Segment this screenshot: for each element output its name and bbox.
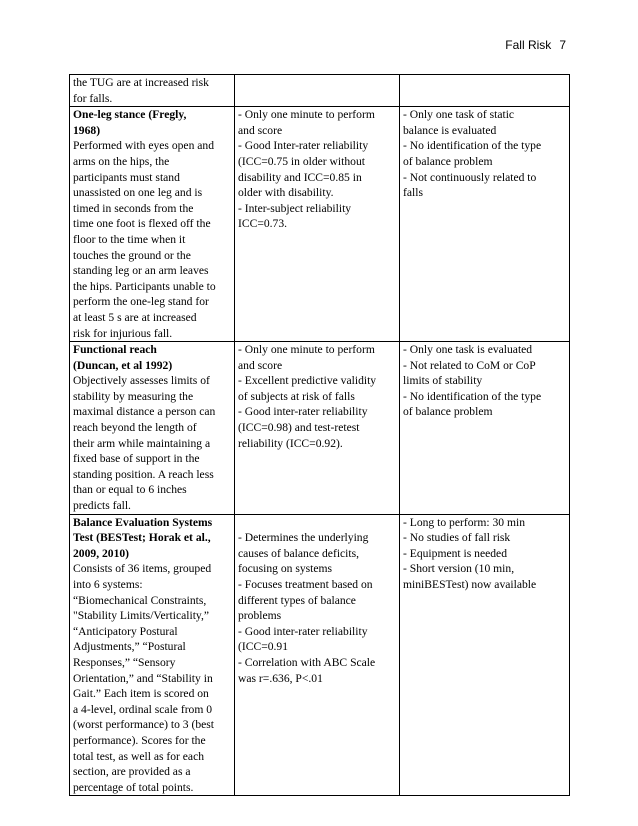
cell-text-line: - Determines the underlying: [238, 531, 369, 545]
cell-text-line: their arm while maintaining a: [73, 436, 211, 450]
running-title: Fall Risk: [505, 38, 552, 52]
page-header: [505, 38, 566, 52]
cell-text-line: predicts fall.: [73, 499, 131, 513]
limitations-cell: [400, 514, 570, 796]
cell-text-line: Gait.” Each item is scored on: [73, 687, 209, 701]
cell-text-line: time one foot is flexed off the: [73, 217, 211, 231]
cell-text-line: ICC=0.73.: [238, 217, 288, 231]
cell-text-line: was r=.636, P<.01: [238, 671, 323, 685]
test-name-line: 1968): [73, 123, 101, 137]
cell-text-line: reliability (ICC=0.92).: [238, 436, 343, 450]
cell-text-line: - Short version (10 min,: [403, 562, 515, 576]
cell-text-line: problems: [238, 609, 282, 623]
cell-text-line: of balance problem: [403, 154, 493, 168]
page-number: 7: [559, 38, 566, 52]
cell-text-line: - Only one task is evaluated: [403, 343, 533, 357]
test-name-line: One-leg stance (Fregly,: [73, 108, 187, 122]
cell-text-line: - Good Inter-rater reliability: [238, 139, 369, 153]
cell-text-line: limits of stability: [403, 374, 483, 388]
cell-text-line: falls: [403, 186, 423, 200]
limitations-cell: [400, 75, 570, 107]
cell-text-line: stability by measuring the: [73, 389, 194, 403]
blank-line: [238, 515, 396, 531]
cell-text-line: at least 5 s are at increased: [73, 310, 197, 324]
cell-text-line: "Stability Limits/Verticality,”: [73, 609, 209, 623]
test-description-cell: [70, 514, 235, 796]
cell-text-line: total test, as well as for each: [73, 749, 205, 763]
cell-text-line: balance is evaluated: [403, 123, 497, 137]
test-name-line: Functional reach: [73, 343, 157, 357]
cell-text-line: (ICC=0.75 in older without: [238, 154, 365, 168]
limitations-cell: [400, 107, 570, 342]
cell-text-line: and score: [238, 123, 283, 137]
cell-text-line: - Equipment is needed: [403, 546, 507, 560]
cell-text-line: risk for injurious fall.: [73, 326, 173, 340]
cell-text-line: standing position. A reach less: [73, 467, 214, 481]
cell-text-line: - Only one task of static: [403, 108, 515, 122]
cell-text-line: - Not continuously related to: [403, 170, 537, 184]
strengths-cell: [235, 107, 400, 342]
cell-text-line: miniBESTest) now available: [403, 578, 537, 591]
test-name-line: Test (BESTest; Horak et al.,: [73, 531, 211, 545]
cell-text-line: - Long to perform: 30 min: [403, 515, 526, 529]
cell-text-line: Responses,” “Sensory: [73, 655, 176, 669]
test-name-line: Balance Evaluation Systems: [73, 515, 213, 529]
cell-text-line: section, are provided as a: [73, 765, 191, 779]
cell-text-line: for falls.: [73, 91, 113, 105]
cell-text-line: - Not related to CoM or CoP: [403, 358, 536, 372]
cell-text-line: - Correlation with ABC Scale: [238, 655, 376, 669]
strengths-cell: [235, 342, 400, 515]
cell-text-line: standing leg or an arm leaves: [73, 264, 209, 278]
table-row: [70, 514, 570, 796]
cell-text-line: participants must stand: [73, 170, 180, 184]
cell-text-line: arms on the hips, the: [73, 154, 170, 168]
cell-text-line: - No studies of fall risk: [403, 531, 511, 545]
cell-text-line: Adjustments,” “Postural: [73, 640, 186, 654]
cell-text-line: timed in seconds from the: [73, 201, 194, 215]
test-name-line: 2009, 2010): [73, 546, 130, 560]
cell-text-line: - Good inter-rater reliability: [238, 405, 368, 419]
cell-text-line: - Focuses treatment based on: [238, 578, 373, 591]
cell-text-line: into 6 systems:: [73, 578, 143, 591]
cell-text-line: - Excellent predictive validity: [238, 374, 377, 388]
cell-text-line: the hips. Participants unable to: [73, 279, 216, 293]
cell-text-line: causes of balance deficits,: [238, 546, 360, 560]
cell-text-line: Consists of 36 items, grouped: [73, 562, 212, 576]
cell-text-line: a 4-level, ordinal scale from 0: [73, 702, 213, 716]
table-row: [70, 342, 570, 515]
cell-text-line: Objectively assesses limits of: [73, 374, 210, 388]
cell-text-line: focusing on systems: [238, 562, 333, 576]
cell-text-line: (worst performance) to 3 (best: [73, 718, 215, 732]
table-row: [70, 107, 570, 342]
cell-text-line: (ICC=0.98) and test-retest: [238, 421, 360, 435]
assessment-table: [69, 74, 570, 796]
cell-text-line: maximal distance a person can: [73, 405, 216, 419]
cell-text-line: of subjects at risk of falls: [238, 389, 355, 403]
limitations-cell: [400, 342, 570, 515]
cell-text-line: - Only one minute to perform: [238, 343, 375, 357]
cell-text-line: the TUG are at increased risk: [73, 76, 209, 89]
table-row: [70, 75, 570, 107]
cell-text-line: - No identification of the type: [403, 139, 542, 153]
cell-text-line: (ICC=0.91: [238, 640, 289, 654]
test-description-cell: [70, 107, 235, 342]
cell-text-line: performance). Scores for the: [73, 733, 206, 747]
cell-text-line: - Only one minute to perform: [238, 108, 375, 122]
cell-text-line: disability and ICC=0.85 in: [238, 170, 362, 184]
cell-text-line: floor to the time when it: [73, 232, 186, 246]
cell-text-line: of balance problem: [403, 405, 493, 419]
cell-text-line: than or equal to 6 inches: [73, 483, 187, 497]
strengths-cell: [235, 75, 400, 107]
test-description-cell: [70, 342, 235, 515]
cell-text-line: - No identification of the type: [403, 389, 542, 403]
cell-text-line: older with disability.: [238, 186, 334, 200]
cell-text-line: reach beyond the length of: [73, 421, 197, 435]
cell-text-line: “Anticipatory Postural: [73, 624, 178, 638]
cell-text-line: touches the ground or the: [73, 248, 191, 262]
cell-text-line: Orientation,” and “Stability in: [73, 671, 213, 685]
cell-text-line: - Inter-subject reliability: [238, 201, 352, 215]
cell-text-line: unassisted on one leg and is: [73, 186, 203, 200]
cell-text-line: and score: [238, 358, 283, 372]
cell-text-line: different types of balance: [238, 593, 356, 607]
cell-text-line: percentage of total points.: [73, 780, 194, 794]
test-description-cell: [70, 75, 235, 107]
cell-text-line: - Good inter-rater reliability: [238, 624, 368, 638]
cell-text-line: fixed base of support in the: [73, 452, 200, 466]
cell-text-line: “Biomechanical Constraints,: [73, 593, 207, 607]
strengths-cell: [235, 514, 400, 796]
cell-text-line: perform the one-leg stand for: [73, 295, 209, 309]
test-name-line: (Duncan, et al 1992): [73, 358, 173, 372]
cell-text-line: Performed with eyes open and: [73, 139, 215, 153]
